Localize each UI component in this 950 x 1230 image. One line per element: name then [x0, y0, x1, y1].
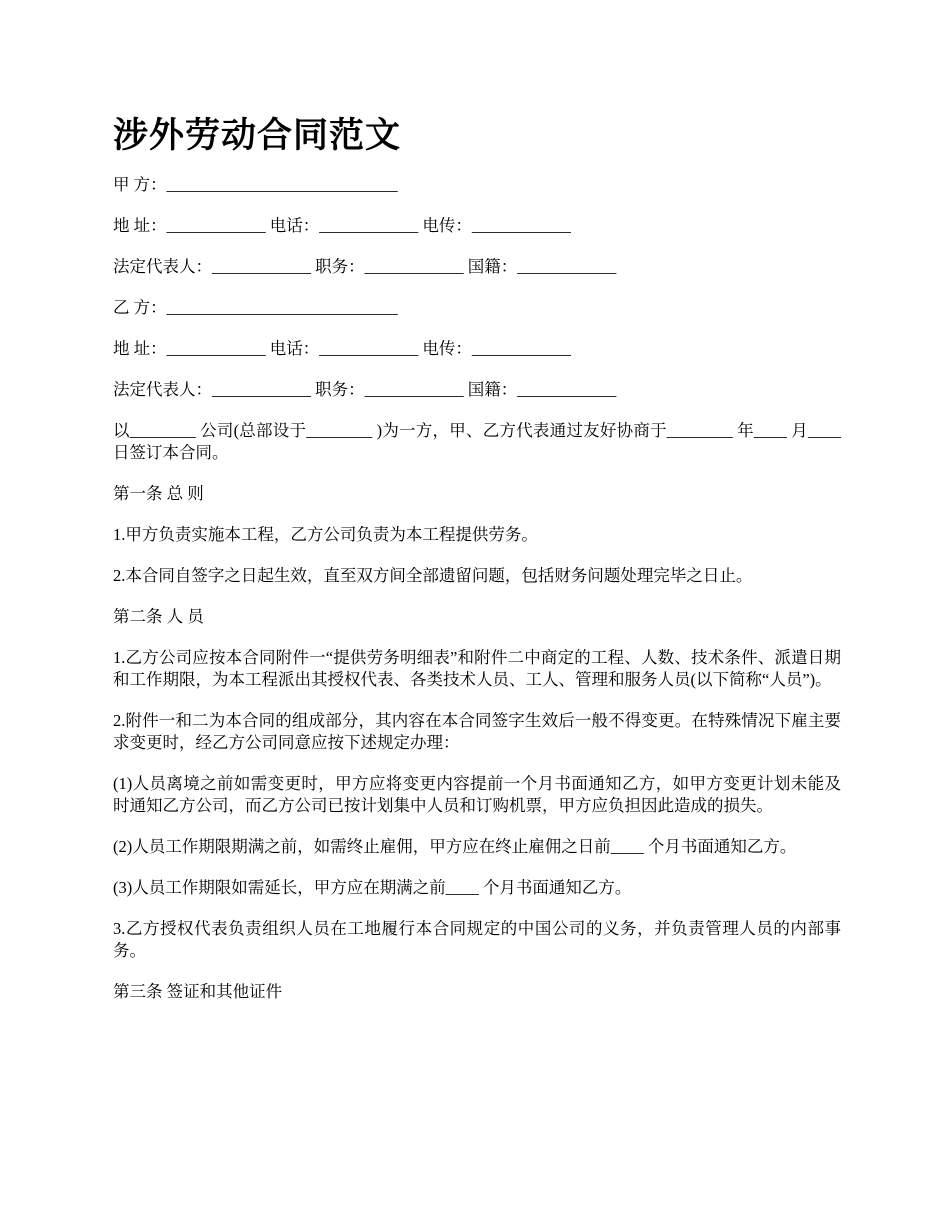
- article-1-clause-2: 2.本合同自签字之日起生效，直至双方间全部遗留问题，包括财务问题处理完毕之日止。: [113, 566, 753, 585]
- document-page: [113, 108, 841, 1022]
- party-a-line: 甲 方：____________________________: [113, 175, 398, 194]
- article-2-clause-2: 2.附件一和二为本合同的组成部分，其内容在本合同签字生效后一般不得变更。在特殊情况下雇主要求变更时，经乙方公司同意应按下述规定办理：: [113, 711, 841, 752]
- preamble-paragraph: 以________ 公司(总部设于________ )为一方，甲、乙方代表通过友好协商于________ 年____ 月____ 日签订本合同。: [113, 421, 841, 462]
- party-b-representative-line: 法定代表人：____________ 职务：____________ 国籍：____________: [113, 380, 617, 399]
- party-b-line: 乙 方：____________________________: [113, 298, 398, 317]
- article-2-clause-3: 3.乙方授权代表负责组织人员在工地履行本合同规定的中国公司的义务，并负责管理人员的内部事务。: [113, 919, 841, 960]
- party-a-representative-line: 法定代表人：____________ 职务：____________ 国籍：____________: [113, 257, 617, 276]
- article-2-subclause-2: (2)人员工作期限期满之前，如需终止雇佣，甲方应在终止雇佣之日前____ 个月书面通知乙方。: [113, 837, 797, 856]
- article-2-heading: 第二条 人 员: [113, 607, 204, 626]
- article-3-heading: 第三条 签证和其他证件: [113, 982, 283, 1001]
- article-1-heading: 第一条 总 则: [113, 484, 204, 503]
- party-a-address-line: 地 址：____________ 电话：____________ 电传：____________: [113, 216, 571, 235]
- party-b-address-line: 地 址：____________ 电话：____________ 电传：____________: [113, 339, 571, 358]
- article-2-clause-1: 1.乙方公司应按本合同附件一“提供劳务明细表”和附件二中商定的工程、人数、技术条件、派遣日期和工作期限，为本工程派出其授权代表、各类技术人员、工人、管理和服务人员(以下简称“人员”)。: [113, 648, 841, 689]
- article-2-subclause-1: (1)人员离境之前如需变更时，甲方应将变更内容提前一个月书面通知乙方，如甲方变更计划未能及时通知乙方公司，而乙方公司已按计划集中人员和订购机票，甲方应负担因此造成的损失。: [113, 774, 841, 815]
- article-2-subclause-3: (3)人员工作期限如需延长，甲方应在期满之前____ 个月书面通知乙方。: [113, 878, 632, 897]
- article-1-clause-1: 1.甲方负责实施本工程，乙方公司负责为本工程提供劳务。: [113, 525, 538, 544]
- document-title: 涉外劳动合同范文: [113, 116, 402, 156]
